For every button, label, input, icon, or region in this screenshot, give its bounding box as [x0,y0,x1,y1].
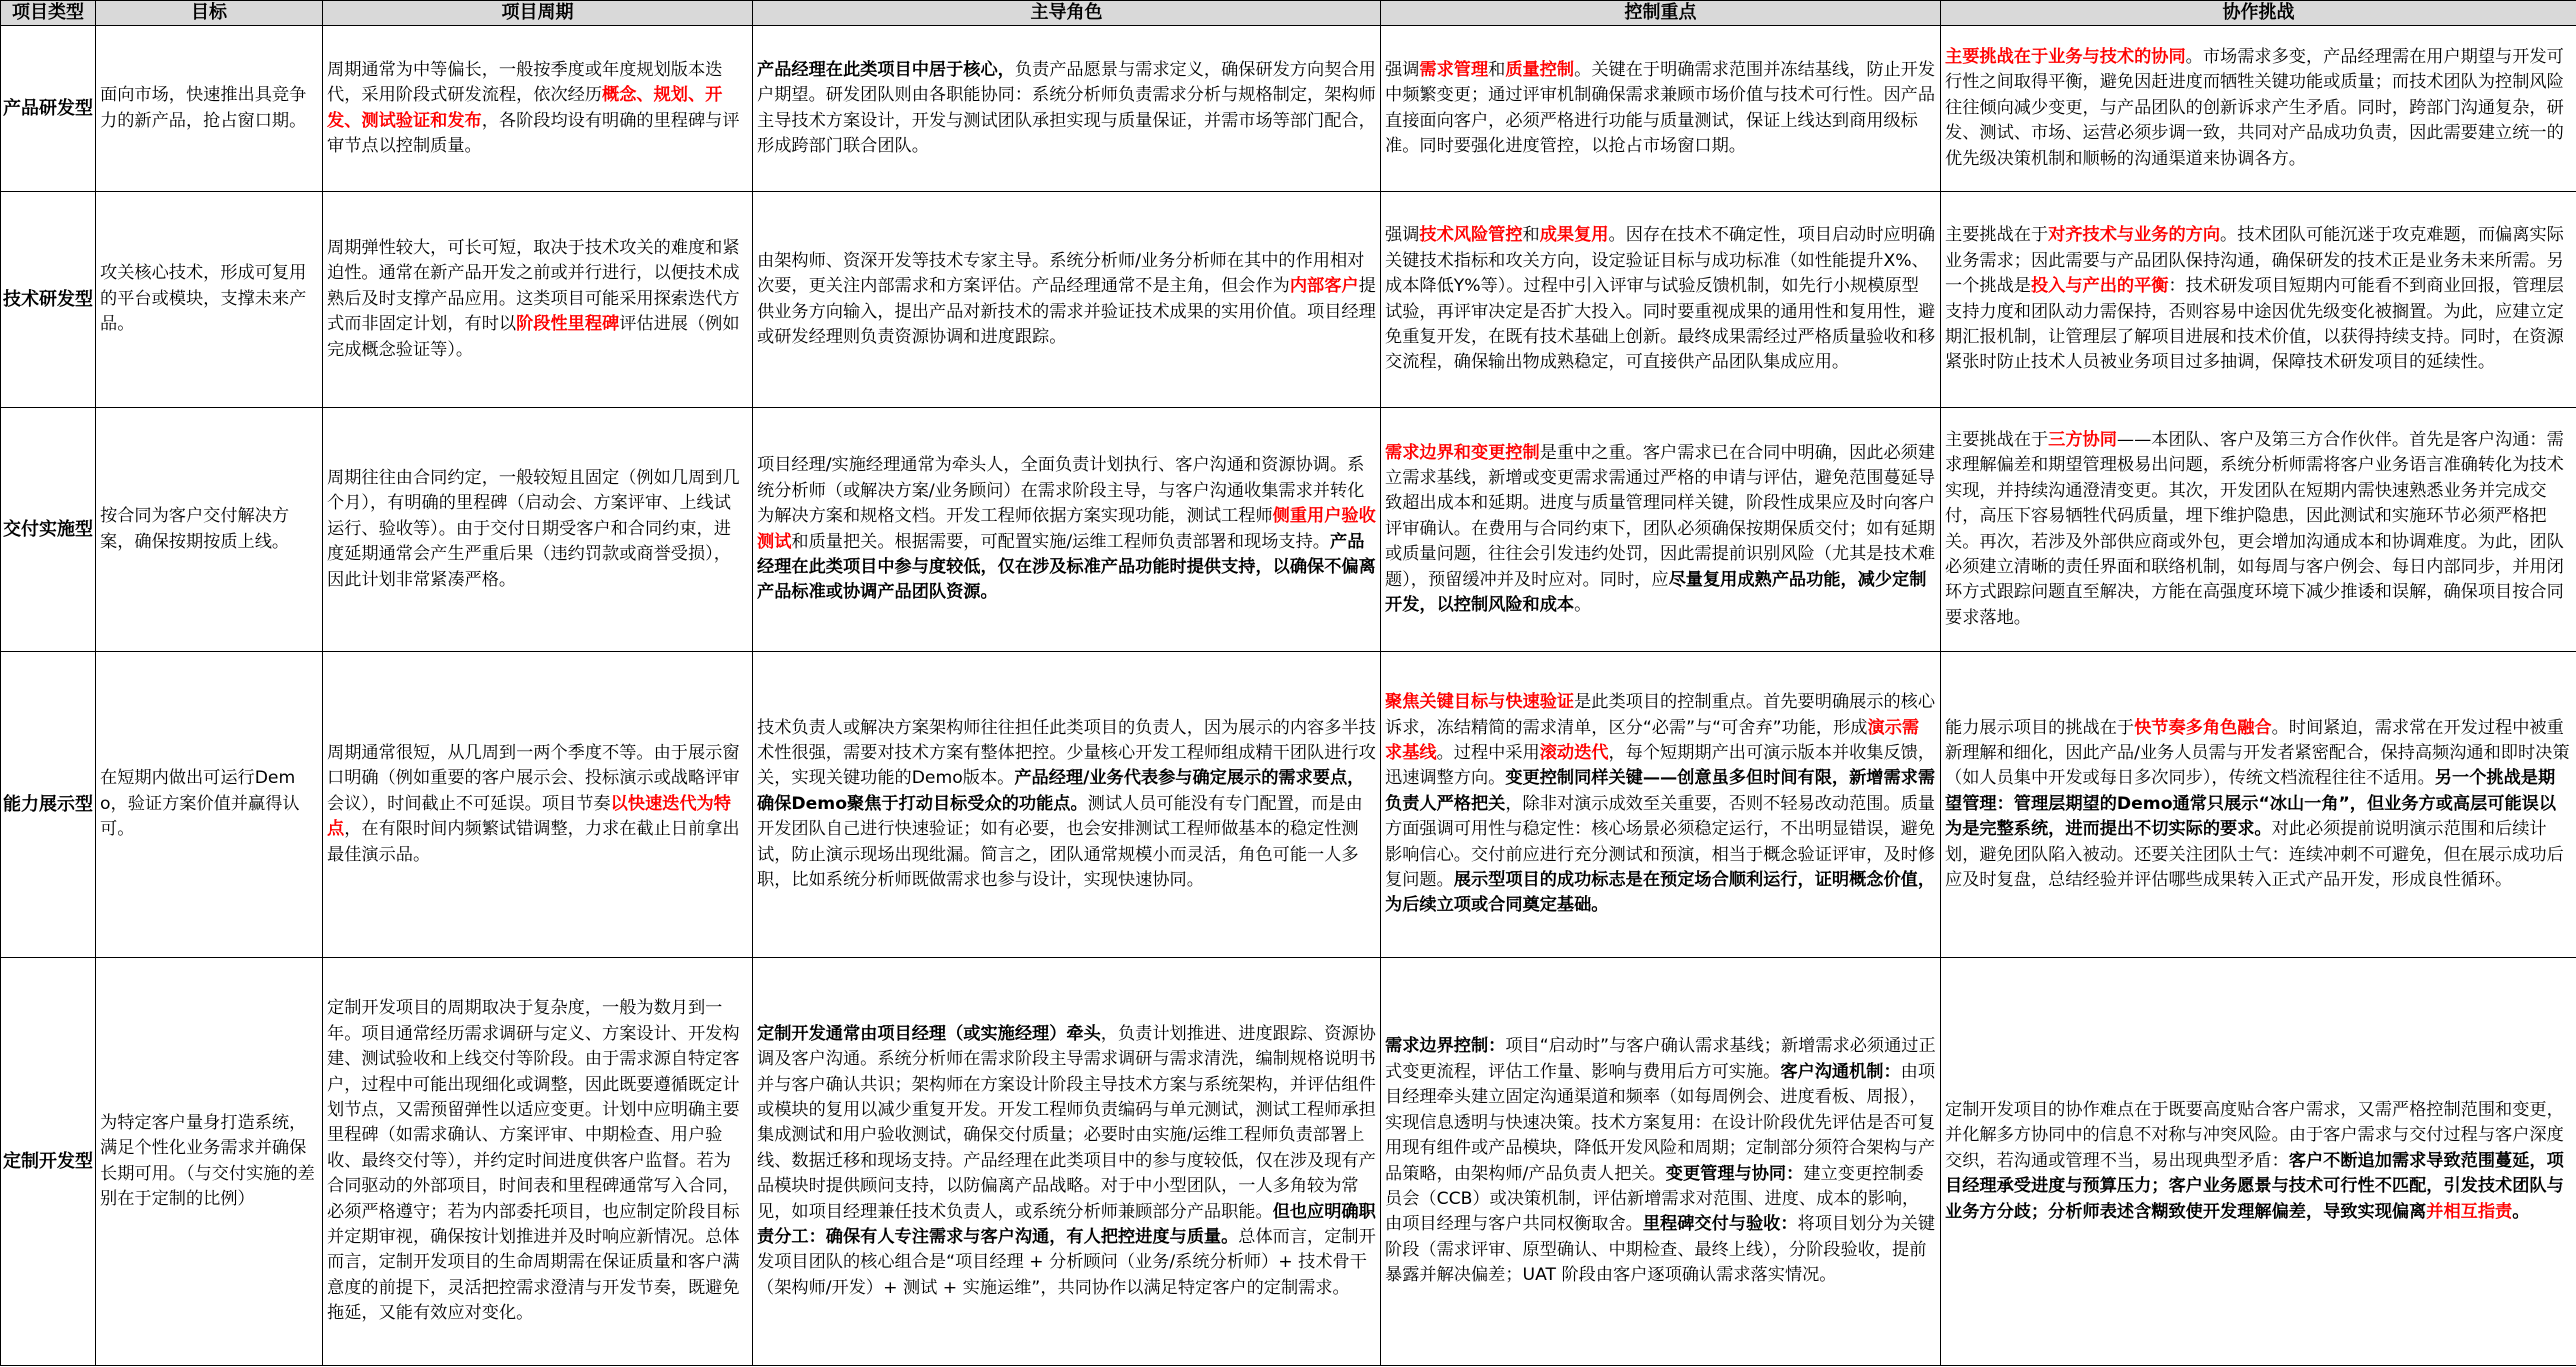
type-cell: 产品研发型 [1,26,96,192]
text-segment: 。技术团队可能沉迷于攻克难题，而偏离实际业务需求；因此需要与产品团队保持沟通，确保研发的技术正是业务未来所需。另一个挑战是 [1945,225,2564,297]
text-segment: 和质量把关。根据需要，可配置实施/运维工程师负责部署和现场支持。 [791,531,1330,552]
type-cell: 交付实施型 [1,408,96,652]
text-segment: 概念、规划、开发、测试验证和发布 [327,85,723,131]
cycle-cell [323,958,753,1366]
text-segment: 按合同为客户交付解决方案，确保按期按质上线。 [100,506,290,552]
collab-challenge-cell [1941,192,2576,408]
text-segment: 测试人员可能没有专门配置，而是由开发团队自己进行快速验证；如有必要，也会安排测试工程师做基本的稳定性测试，防止演示现场出现纰漏。简言之，团队通常规模小而灵活，角色可能一人多职，比如系统分析师既做需求也参与设计，实现快速协同。 [757,793,1363,891]
text-segment: 但也应明确职责分工：确保有人专注需求与客户沟通，有人把控进度与质量。 [757,1201,1376,1248]
text-segment: 。市场需求多变，产品经理需在用户期望与开发可行性之间取得平衡，避免因赶进度而牺牲关键功能或质量；而技术团队为控制风险往往倾向减少变更，与产品团队的创新诉求产生矛盾。同时，跨部门沟通复杂，研发、测试、市场、运营必须步调一致，共同对产品成功负责，因此需要建立统一的优先级决策机制和顺畅的沟通渠道来协调各方。 [1945,46,2564,169]
lead-role-cell [753,26,1381,192]
text-segment: 能力展示项目的挑战在于 [1945,717,2135,738]
text-segment: 在短期内做出可运行Demo，验证方案价值并赢得认可。 [100,768,300,840]
text-segment: 需求边界和变更控制 [1385,442,1540,463]
text-segment: ——本团队、客户及第三方合作伙伴。首先是客户沟通：需求理解偏差和期望管理极易出问题，系统分析师需将客户业务语言准确转化为技术实现，并持续沟通澄清变更。其次，开发团队在短期内需快速熟悉业务并完成交付，高压下容易牺牲代码质量，埋下维护隐患，因此测试和实施环节必须严格把关。再次，若涉及外部供应商或外包，更会增加沟通成本和协调难度。为此，团队必须建立清晰的责任界面和联络机制，如每周与客户例会、每日内部同步，并用闭环方式跟踪问题直至解决，方能在高强度环境下减少推诿和误解，确保项目按合同要求落地。 [1945,429,2564,628]
collab-challenge-cell [1941,26,2576,192]
text-segment: 需求边界控制： [1385,1036,1506,1057]
text-segment: 并相互指责 [2426,1201,2513,1222]
text-segment: 定制开发通常由项目经理（或实施经理）牵头 [757,1023,1101,1044]
text-segment: 建立变更控制委员会（CCB）或决策机制，评估新增需求对范围、进度、成本的影响，由项目经理与客户共同权衡取舍。 [1385,1163,1924,1235]
text-segment: 总体而言，定制开发项目团队的核心组合是“项目经理 + 分析顾问（业务/系统分析师）+ 技术骨干（架构师/开发）+ 测试 + 实施运维”，共同协作以满足特定客户的定制需求。 [757,1227,1376,1298]
text-segment: 面向市场，快速推出具竞争力的新产品，抢占窗口期。 [100,85,307,131]
cycle-cell [323,26,753,192]
type-cell: 技术研发型 [1,192,96,408]
text-segment: 项目“启动时”与客户确认需求基线；新增需求必须通过正式变更流程，评估工作量、影响与费用后方可实施。 [1385,1036,1936,1082]
text-segment: 。因存在技术不确定性，项目启动时应明确关键技术指标和攻关方向，设定验证目标与成功标准（如性能提升X%、成本降低Y%等）。过程中引入评审与试验反馈机制，如先行小规模原型试验，再评审决定是否扩大投入。同时要重视成果的通用性和复用性，避免重复开发，在既有技术基础上创新。最终成果需经过严格质量验收和移交流程，确保输出物成熟稳定，可直接供产品团队集成应用。 [1385,225,1936,373]
text-segment: 项目经理/实施经理通常为牵头人，全面负责计划执行、客户沟通和资源协调。系统分析师（或解决方案/业务顾问）在需求阶段主导，与客户沟通收集需求并转化为解决方案和规格文档。开发工程师依据方案实现功能，测试工程师 [757,455,1365,527]
text-segment: 以快速迭代为特点 [327,793,731,840]
text-segment: 聚焦关键目标与快速验证 [1385,692,1575,713]
goal-cell [96,192,323,408]
text-segment: 负责产品愿景与需求定义，确保研发方向契合用户期望。研发团队则由各职能协同：系统分析师负责需求分析与规格制定，架构师主导技术方案设计，开发与测试团队承担实现与质量保证，并需市场等部门配合，形成跨部门联合团队。 [757,59,1376,156]
text-segment: 快节奏多角色融合 [2134,717,2272,738]
control-focus-cell [1381,958,1941,1366]
lead-role-cell [753,192,1381,408]
cycle-cell [323,652,753,958]
row-product-rd [1,26,2576,192]
text-segment: 投入与产出的平衡 [2030,276,2169,297]
text-segment: 由项目经理牵头建立固定沟通渠道和频率（如每周例会、进度看板、周报），实现信息透明与快速决策。 [1385,1061,1936,1133]
cycle-cell [323,192,753,408]
lead-role-cell [753,652,1381,958]
text-segment: 展示型项目的成功标志是在预定场合顺利运行，证明概念价值，为后续立项或合同奠定基础。 [1385,870,1936,916]
text-segment: 成果复用 [1539,225,1609,246]
text-segment: 侧重用户验收测试 [757,506,1376,552]
text-segment: 主要挑战在于 [1945,429,2049,450]
text-segment: ，在有限时间内频繁试错调整，力求在截止日前拿出最佳演示品。 [327,819,740,865]
text-segment: 技术负责人或解决方案架构师往往担任此类项目的负责人，因为展示的内容多半技术性很强，需要对技术方案有整体把控。少量核心开发工程师组成精干团队进行攻关，实现关键功能的Demo版本。 [757,717,1376,789]
text-segment: 交付前应进行充分测试和预演，相当于概念验证评审，及时修复问题。 [1385,844,1936,891]
goal-cell [96,26,323,192]
lead-role-cell [753,958,1381,1366]
header-collab-challenge: 协作挑战 [1941,1,2576,26]
text-segment: 质量控制 [1505,59,1575,80]
control-focus-cell [1381,26,1941,192]
text-segment: 强调 [1385,59,1420,80]
text-segment: ，每个短期期产出可演示版本并收集反馈，迅速调整方向。 [1385,742,1936,789]
text-segment: 。 [1574,595,1592,616]
header-cycle: 项目周期 [323,1,753,26]
text-segment: 产品经理/业务代表参与确定展示的需求要点，确保Demo聚焦于打动目标受众的功能点。 [757,768,1365,814]
row-delivery [1,408,2576,652]
text-segment: 和 [1522,225,1540,246]
collab-challenge-cell [1941,958,2576,1366]
text-segment: ：技术研发项目短期内可能看不到商业回报，管理层支持力度和团队动力需保持，否则容易中途因优先级变化被搁置。为此，应建立定期汇报机制，让管理层了解项目进展和技术价值，以获得持续支持。同时，在资源紧张时防止技术人员被业务项目过多抽调，保障技术研发项目的延续性。 [1945,276,2564,373]
text-segment: 提供业务方向输入，提出产品对新技术的需求并验证技术成果的实用价值。项目经理或研发经理则负责资源协调和进度跟踪。 [757,276,1376,347]
text-segment: 变更管理与协同： [1665,1163,1804,1184]
text-segment: 将项目划分为关键阶段（需求评审、原型确认、中期检查、最终上线），分阶段验收，提前暴露并解决偏差；UAT 阶段由客户逐项确认需求落实情况。 [1385,1214,1936,1286]
cycle-cell [323,408,753,652]
control-focus-cell [1381,408,1941,652]
text-segment: 为特定客户量身打造系统，满足个性化业务需求并确保长期可用。（与交付实施的差别在于定制的比例） [100,1112,315,1209]
text-segment: 阶段性里程碑 [516,314,620,335]
text-segment: 内部客户 [1289,276,1359,297]
header-row [1,1,2576,26]
header-goal: 目标 [96,1,323,26]
text-segment: 客户不断追加需求导致范围蔓延，项目经理承受进度与预算压力； [1945,1150,2564,1197]
row-capability-demo [1,652,2576,958]
text-segment: 尽量复用成熟产品功能，减少定制开发，以控制风险和成本 [1385,569,1927,616]
header-control-focus: 控制重点 [1381,1,1941,26]
text-segment: 。关键在于明确需求范围并冻结基线，防止开发中频繁变更；通过评审机制确保需求兼顾市场价值与技术可行性。因产品直接面向客户，必须严格进行功能与质量测试，保证上线达到商用级标准。同时要强化进度管控，以抢占市场窗口期。 [1385,59,1936,156]
text-segment: 对齐技术与业务的方向 [2048,225,2221,246]
text-segment: 另一个挑战是期望管理：管理层期望的Demo通常只展示“冰山一角”，但业务方或高层可能误以为是完整系统，进而提出不切实际的要求。 [1945,768,2557,840]
text-segment: 技术风险管控 [1419,225,1523,246]
text-segment: 变更控制同样关键——创意虽多但时间有限，新增需求需负责人严格把关 [1385,768,1936,814]
text-segment: 客户沟通机制： [1780,1061,1901,1082]
text-segment: 产品经理在此类项目中参与度较低，仅在涉及标准产品功能时提供支持，以确保不偏离产品标准或协调产品团队资源。 [757,531,1376,603]
text-segment: 周期通常为中等偏长，一般按季度或年度规划版本迭代，采用阶段式研发流程，依次经历 [327,59,723,106]
text-segment: 产品经理在此类项目中居于核心， [757,59,1015,80]
collab-challenge-cell [1941,408,2576,652]
text-segment: 客户业务愿景与技术可行性不匹配，引发技术团队与业务方分歧； [1945,1176,2564,1222]
text-segment: 。时间紧迫，需求常在开发过程中被重新理解和细化，因此产品/业务人员需与开发者紧密配合，保持高频沟通和即时决策（如人员集中开发或每日多次同步），传统文档流程往往不适用。 [1945,717,2570,789]
lead-role-cell [753,408,1381,652]
text-segment: ，除非对演示成效至关重要，否则不轻易改动范围。质量方面强调可用性与稳定性：核心场景必须稳定运行，不出明显错误，避免影响信心。 [1385,793,1936,865]
text-segment: 定制开发项目的周期取决于复杂度，一般为数月到一年。项目通常经历需求调研与定义、方案设计、开发构建、测试验收和上线交付等阶段。由于需求源自特定客户，过程中可能出现细化或调整，因此既要遵循既定计划节点，又需预留弹性以适应变更。计划中应明确主要里程碑（如需求确认、方案评审、中期检查、用户验收、最终交付等），并约定时间进度供客户监督。若为合同驱动的外部项目，时间表和里程碑通常写入合同，必须严格遵守；若为内部委托项目，也应制定阶段目标并定期审视，确保按计划推进并及时响应新情况。总体而言，定制开发项目的生命周期需在保证质量和客户满意度的前提下，灵活把控需求澄清与开发节奏，既避免拖延，又能有效应对变化。 [327,998,740,1324]
text-segment: 滚动迭代 [1539,742,1609,763]
row-custom-dev [1,958,2576,1366]
text-segment: 定制开发项目的协作难点在于既要高度贴合客户需求，又需严格控制范围和变更，并化解多方协同中的信息不对称与冲突风险。由于客户需求与交付过程与客户深度交织，若沟通或管理不当，易出现典型矛盾： [1945,1099,2564,1171]
type-cell: 定制开发型 [1,958,96,1366]
collab-challenge-cell [1941,652,2576,958]
text-segment: 是此类项目的控制重点。首先要明确展示的核心诉求，冻结精简的需求清单，区分“必需”与“可舍弃”功能，形成 [1385,692,1936,738]
text-segment: 和 [1488,59,1506,80]
text-segment: 技术方案复用：在设计阶段优先评估是否可复用现有组件或产品模块，降低开发风险和周期；定制部分须符合架构与产品策略，由架构师/产品负责人把关。 [1385,1112,1936,1184]
text-segment: 是重中之重。客户需求已在合同中明确，因此必须建立需求基线，新增或变更需求需通过严格的申请与评估，避免范围蔓延导致超出成本和延期。进度与质量管理同样关键，阶段性成果应及时向客户评审确认。在费用与合同约束下，团队必须确保按期保质交付；如有延期或质量问题，往往会引发违约处罚，因此需提前识别风险（尤其是技术难题），预留缓冲并及时应对。同时，应 [1385,442,1936,590]
text-segment: ，各阶段均设有明确的里程碑与评审节点以控制质量。 [327,110,740,156]
text-segment: 攻关核心技术，形成可复用的平台或模块，支撑未来产品。 [100,263,307,335]
text-segment: 演示需求基线 [1385,717,1920,763]
text-segment: 强调 [1385,225,1420,246]
text-segment: 由架构师、资深开发等技术专家主导。系统分析师/业务分析师在其中的作用相对次要，更关注内部需求和方案评估。产品经理通常不是主角，但会作为 [757,250,1365,297]
text-segment: 三方协同 [2048,429,2117,450]
text-segment: 主要挑战在于业务与技术的协同 [1945,46,2186,67]
text-segment: 评估进展（例如完成概念验证等）。 [327,314,740,360]
row-tech-rd [1,192,2576,408]
goal-cell [96,408,323,652]
text-segment: 周期弹性较大，可长可短，取决于技术攻关的难度和紧迫性。通常在新产品开发之前或并行进行，以便技术成熟后及时支撑产品应用。这类项目可能采用探索迭代方式而非固定计划，有时以 [327,237,740,335]
text-segment: 对于中小型团队，一人多角较为常见，如项目经理兼任技术负责人，或系统分析师兼顾部分产品职能。 [757,1176,1359,1222]
text-segment: 里程碑交付与验收： [1642,1214,1798,1235]
control-focus-cell [1381,652,1941,958]
text-segment: 主要挑战在于 [1945,225,2049,246]
goal-cell [96,652,323,958]
text-segment: 分析师表述含糊致使开发理解偏差，导致实现偏离 [2048,1201,2427,1222]
goal-cell [96,958,323,1366]
text-segment: 需求管理 [1419,59,1489,80]
text-segment: ，负责计划推进、进度跟踪、资源协调及客户沟通。系统分析师在需求阶段主导需求调研与需求清洗，编制规格说明书并与客户确认共识；架构师在方案设计阶段主导技术方案与系统架构，并评估组件或模块的复用以减少重复开发。开发工程师负责编码与单元测试，测试工程师承担集成测试和用户验收测试，确保交付质量；必要时由实施/运维工程师负责部署上线、数据迁移和现场支持。产品经理在此类项目中的参与度较低，仅在涉及现有产品模块时提供顾问支持，以防偏离产品战略。 [757,1023,1376,1197]
type-cell: 能力展示型 [1,652,96,958]
text-segment: 周期往往由合同约定，一般较短且固定（例如几周到几个月），有明确的里程碑（启动会、方案评审、上线试运行、验收等）。由于交付日期受客户和合同约束，进度延期通常会产生严重后果（违约罚款或商誉受损），因此计划非常紧凑严格。 [327,467,740,590]
control-focus-cell [1381,192,1941,408]
text-segment: 周期通常很短，从几周到一两个季度不等。由于展示窗口明确（例如重要的客户展示会、投标演示或战略评审会议），时间截止不可延误。项目节奏 [327,742,740,814]
text-segment: 。过程中采用 [1436,742,1540,763]
text-segment: 。 [2512,1201,2530,1222]
header-lead-role: 主导角色 [753,1,1381,26]
text-segment: 对此必须提前说明演示范围和后续计划，避免团队陷入被动。还要关注团队士气：连续冲刺不可避免，但在展示成功后应及时复盘，总结经验并评估哪些成果转入正式产品开发，形成良性循环。 [1945,819,2564,891]
header-project-type: 项目类型 [1,1,96,26]
